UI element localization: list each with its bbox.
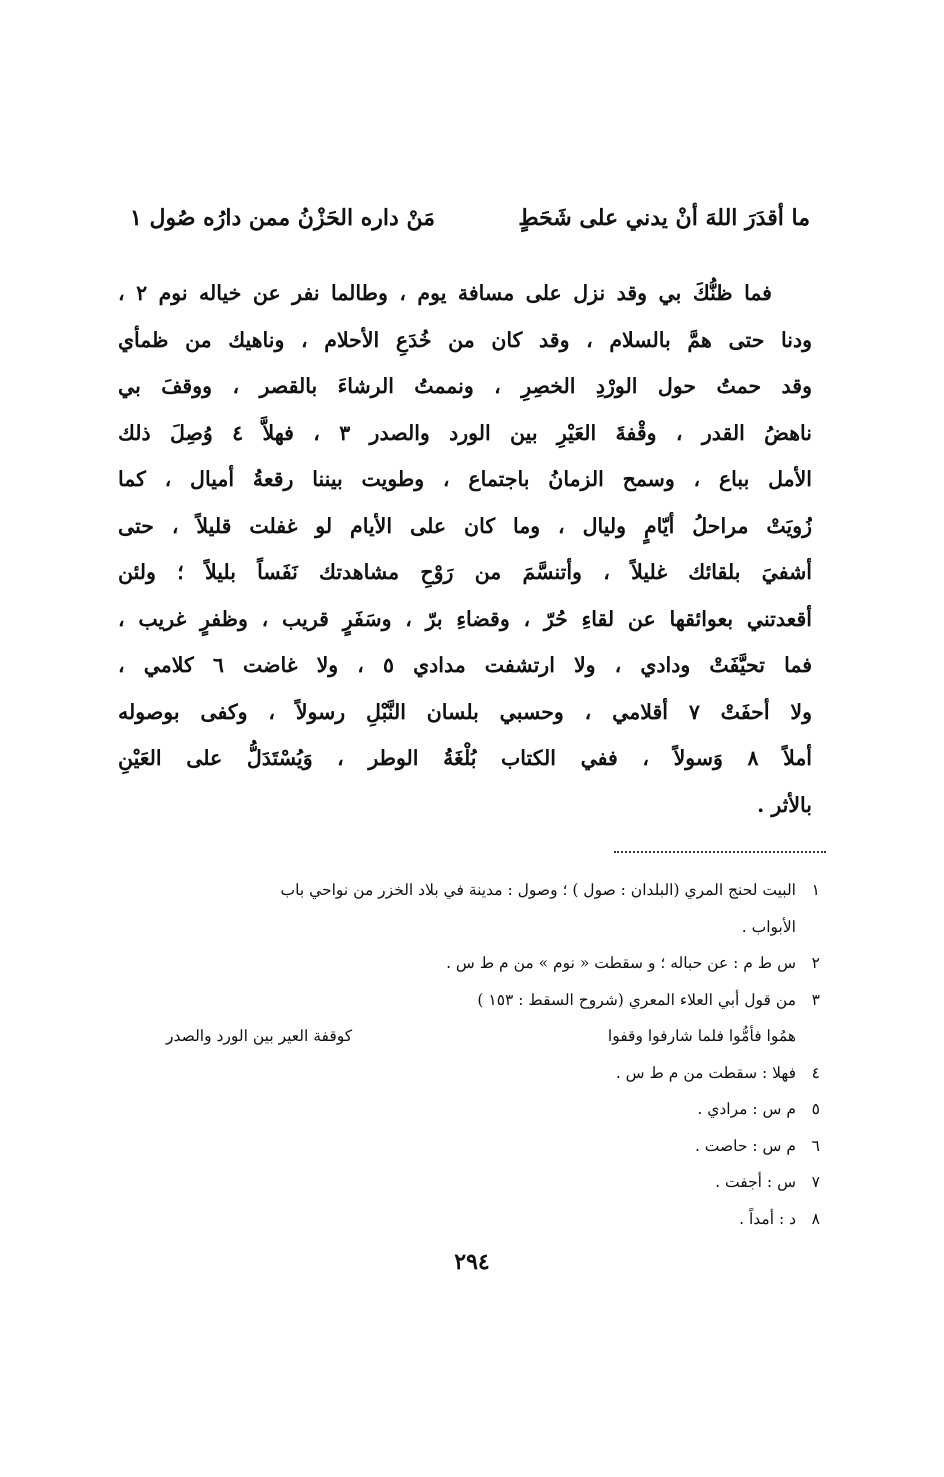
footnote-2 — [130, 945, 820, 982]
footnote-5 — [130, 1091, 820, 1128]
footnote-number: ٣ — [811, 990, 820, 1009]
footnote-1 — [130, 872, 820, 909]
footnote-text: س ط م : عن حباله ؛ و سقطت « نوم » من م ط س . — [446, 954, 796, 972]
footnote-number: ١ — [811, 881, 820, 899]
footnote-text: م س : مرادي . — [697, 1100, 796, 1118]
footnote-text: البيت لحنج المري (البلدان : صول ) ؛ وصول : مدينة في بلاد الخزر من نواحي باب — [280, 881, 796, 899]
footnote-6 — [130, 1128, 820, 1165]
footnote-7 — [130, 1164, 820, 1201]
body-line: زُويَتْ مراحلُ أيّامٍ وليال ، وما كان على الأيام لو غفلت قليلاً ، حتى — [118, 513, 812, 538]
footnote-number: ٨ — [811, 1209, 820, 1228]
footnote-verse-right: همُوا فأمُّوا فلما شارفوا وقفوا — [607, 1027, 796, 1045]
body-line: ناهضُ القدر ، وقْفةَ العَيْرِ بين الورد والصدر ٣ ، فهلاَّ ٤ وُصِلَ ذلك — [118, 420, 812, 445]
footnote-verse-left: كوقفة العير بين الورد والصدر — [166, 1027, 353, 1045]
footnote-number: ٦ — [811, 1136, 820, 1155]
footnote-text: من قول أبي العلاء المعري (شروح السقط : ١٥٣ ) — [477, 990, 796, 1009]
footnotes — [130, 872, 820, 1237]
footnote-text: م س : حاصت . — [694, 1136, 796, 1155]
main-paragraph — [118, 270, 812, 828]
body-line: أملاً ٨ وَسولاً ، ففي الكتاب بُلْغَةُ الوطر ، وَيُسْتَدَلُّ على العَيْنِ — [118, 746, 812, 770]
body-line: الأمل بباع ، وسمح الزمانُ باجتماع ، وطويت بيننا رقعةُ أميال ، كما — [118, 467, 812, 491]
footnote-text: فهلا : سقطت من م ط س . — [615, 1063, 796, 1082]
footnote-text: الأبواب . — [741, 917, 796, 936]
footnote-number: ٤ — [811, 1063, 820, 1082]
body-line: أشفيَ بلقائك غليلاً ، وأتنسَّمَ من رَوْحِ مشاهدتك نَفَساً بليلاً ؛ ولئن — [118, 560, 812, 584]
footnote-3 — [130, 982, 820, 1019]
body-line: ودنا حتى همَّ بالسلام ، وقد كان من خُدَعِ الأحلام ، وناهيك من ظمأي — [118, 327, 812, 352]
footnote-number: ٢ — [811, 954, 820, 972]
body-line: فما ظنُّكَ بي وقد نزل على مسافة يوم ، وطالما نفر عن خياله نوم ٢ ، — [118, 281, 772, 305]
footnote-4 — [130, 1055, 820, 1092]
footnote-separator — [614, 851, 826, 853]
body-line: بالأثر . — [757, 792, 812, 817]
verse-hemistich-left: مَنْ داره الحَزْنُ ممن دارُه صُول ١ — [130, 205, 436, 231]
body-line: ولا أحفَتْ ٧ أقلامي ، وحسبي بلسان النَّبْلِ رسولاً ، وكفى بوصوله — [118, 699, 812, 724]
body-line: أقعدتني بعوائقها عن لقاءِ حُرّ ، وقضاءِ برّ ، وسَفَرٍ قريب ، وظفرٍ غريب ، — [118, 606, 812, 631]
footnote-8 — [130, 1201, 820, 1238]
opening-verse — [120, 196, 820, 240]
page-number: ٢٩٤ — [454, 1249, 490, 1275]
verse-hemistich-right: ما أقدَرَ اللهَ أنْ يدني على شَحَطٍ — [518, 205, 810, 231]
body-line: فما تحيَّفَتْ ودادي ، ولا ارتشفت مدادي ٥ ، ولا غاضت ٦ كلامي ، — [118, 653, 812, 677]
footnote-3-verse — [130, 1018, 820, 1055]
footnote-text: س : أجفت . — [715, 1173, 796, 1191]
footnote-number: ٧ — [811, 1173, 820, 1191]
body-line: وقد حمتُ حول الورْدِ الخصِرِ ، ونممتُ الرشاءَ بالقصر ، ووقفَ بي — [118, 374, 812, 398]
footnote-text: د : أمداً . — [739, 1209, 796, 1228]
footnote-number: ٥ — [811, 1100, 820, 1118]
footnote-1-continuation — [130, 909, 820, 946]
